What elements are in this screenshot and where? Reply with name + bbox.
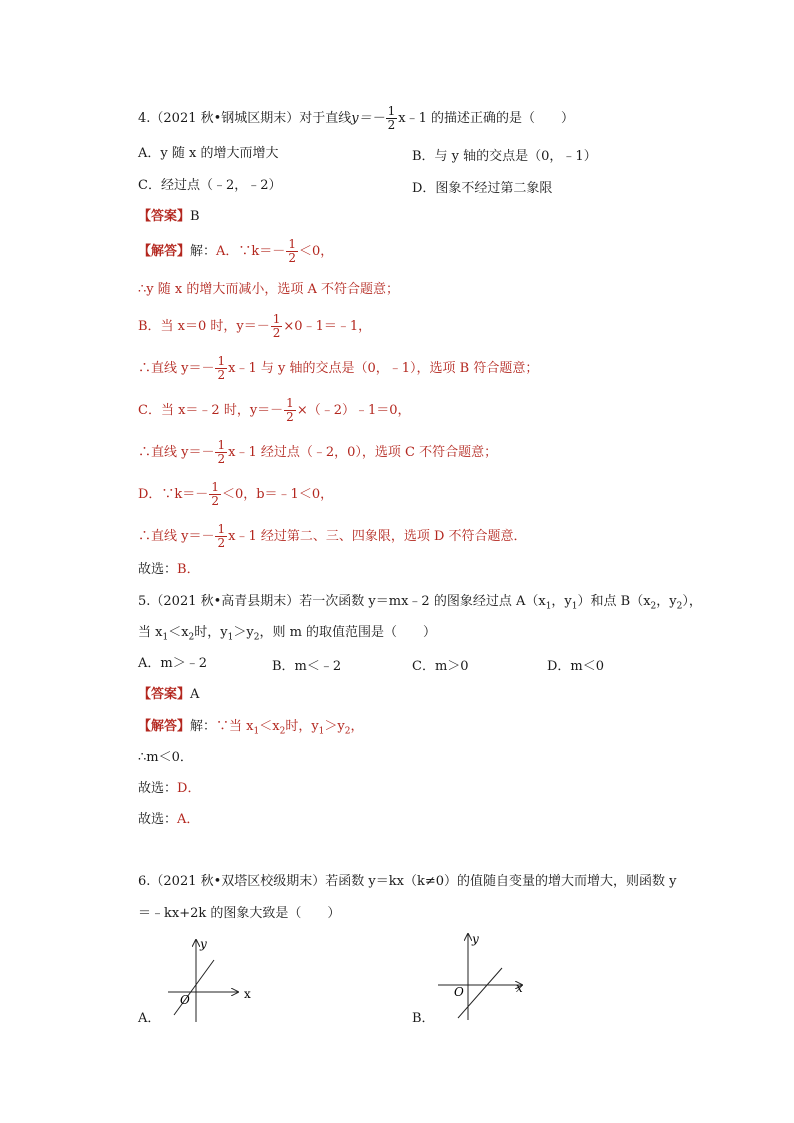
q5-option-c: C．m＞0 [412,659,469,674]
frac-den: 2 [288,251,296,265]
subscript: 2 [253,632,260,643]
explain-text: ＜0， [298,244,334,259]
explain-text: ∵当 x [216,719,254,734]
q4-stem-rest: x﹣1 的描述正确的是（ ） [398,111,575,126]
subscript: 2 [676,601,683,612]
q4-option-a: A．y 随 x 的增大而增大 [138,146,279,161]
q5-choose-1 [138,780,200,798]
graph-b-line [458,968,502,1018]
q4-option-c: C．经过点（﹣2，﹣2） [138,178,282,193]
explain-text: ∴直线 y＝－ [138,445,215,460]
q4-stem-fraction [386,105,398,132]
q5-choose-2 [138,811,199,829]
frac-den: 2 [217,368,226,382]
fraction [209,481,221,508]
explain-text: B．当 x＝0 时，y＝－ [138,319,270,334]
q6-option-b: B． [412,1011,435,1026]
answer-value: A [190,687,200,702]
q5-explain-line1 [138,718,364,741]
stem-text: ）， [682,594,702,609]
subscript: 1 [162,632,169,643]
subscript: 1 [571,601,578,612]
graph-b-y-label: y [472,932,479,946]
stem-text: ，则 m 的取值范围是（ ） [259,625,437,640]
stem-text: ，y [551,594,572,609]
graph-a-x-label: x [244,987,251,1001]
frac-den: 2 [217,536,226,550]
frac-den: 2 [286,410,294,424]
q4-stem-text: 4.（2021 秋•钢城区期末）对于直线 [138,111,352,126]
frac-num: 1 [211,480,219,494]
q5-option-a: A．m＞﹣2 [138,656,207,671]
choose-value: A． [177,812,200,827]
frac-den: 2 [211,494,219,508]
explain-text: ∴直线 y＝－ [138,361,215,376]
q4-option-b: B．与 y 轴的交点是（0，﹣1） [412,149,597,164]
graph-b-x-label: x [516,981,523,995]
q6-option-a: A． [138,1011,161,1026]
explain-tag: 【解答】 [138,244,191,259]
fraction [271,313,283,340]
q5-option-b: B．m＜﹣2 [272,659,342,674]
fraction [284,397,296,424]
fraction [215,439,227,466]
stem-text: 时，y [194,625,228,640]
subscript: 2 [344,726,351,737]
frac-num: 1 [217,354,226,368]
explain-text: ×（﹣2）﹣1＝0， [296,403,411,418]
fraction [286,238,298,265]
explain-text: ∴直线 y＝－ [138,529,215,544]
q5-stem-line2 [138,624,436,647]
stem-text: 当 x [138,625,163,640]
choose-label: 故选： [138,812,178,827]
stem-text: ＞y [233,625,254,640]
explain-text: C．当 x＝﹣2 时，y＝－ [138,403,284,418]
q4-explain-line2: ∴y 随 x 的增大而减小，选项 A 不符合题意； [138,282,399,297]
subscript: 2 [650,601,657,612]
q4-explain-line8 [138,523,527,550]
explain-text: x﹣1 经过点（﹣2，0），选项 C 不符合题意； [228,445,498,460]
explain-text: D．∵k＝－ [138,487,209,502]
explain-text: A．∵k＝－ [216,244,286,259]
subscript: 1 [227,632,234,643]
subscript: 1 [545,601,552,612]
explain-text: 时，y [285,719,319,734]
q4-choose [138,561,200,579]
q5-explain-line2: ∴m＜0． [138,750,193,765]
choose-label: 故选： [138,562,178,577]
q4-option-d: D．图象不经过第二象限 [412,181,553,196]
choose-value: D． [177,781,201,796]
stem-text: 5.（2021 秋•高青县期末）若一次函数 y＝mx﹣2 的图象经过点 A（x [138,594,546,609]
choose-label: 故选： [138,781,178,796]
frac-den: 2 [387,118,396,132]
answer-tag: 【答案】 [138,209,191,224]
graph-a-origin: O [180,993,190,1007]
stem-text: ，y [656,594,677,609]
q4-explain-line1 [138,238,333,265]
frac-den: 2 [217,452,226,466]
subscript: 2 [279,726,286,737]
q6-stem-line1: 6.（2021 秋•双塔区校级期末）若函数 y＝kx（k≠0）的值随自变量的增大而增大，则函数 y [138,874,677,889]
graph-a-y-label: y [200,937,207,951]
subscript: 2 [188,632,195,643]
answer-tag: 【答案】 [138,687,191,702]
frac-num: 1 [286,396,294,410]
explain-text: ＞y [324,719,345,734]
explain-text: x﹣1 经过第二、三、四象限，选项 D 不符合题意． [228,529,527,544]
subscript: 1 [318,726,325,737]
explain-tag: 【解答】 [138,719,191,734]
choose-value: B． [177,562,200,577]
q5-stem-line1 [138,593,702,616]
answer-value: B [190,209,200,224]
q6-graph-a [160,930,270,1025]
q6-stem-line2: ＝﹣kx+2k 的图象大致是（ ） [138,906,341,921]
q4-answer [138,208,200,226]
q5-option-d: D．m＜0 [547,659,605,674]
explain-text: ×0﹣1＝﹣1， [283,319,372,334]
explain-lead: 解： [190,244,217,259]
q4-explain-line7 [138,481,333,508]
subscript: 1 [253,726,260,737]
q6-graph-b [430,930,540,1025]
frac-num: 1 [387,104,396,118]
explain-lead: 解： [190,719,217,734]
q5-answer [138,686,199,704]
explain-text: ＜0，b＝﹣1＜0， [221,487,334,502]
frac-num: 1 [217,438,226,452]
frac-num: 1 [217,522,226,536]
q4-explain-line4 [138,355,538,382]
frac-den: 2 [272,326,281,340]
fraction [215,355,227,382]
q4-stem [138,105,574,132]
explain-text: ＜x [259,719,280,734]
q4-explain-line6 [138,439,497,466]
frac-num: 1 [272,312,281,326]
stem-text: ）和点 B（x [577,594,651,609]
explain-text: ， [350,719,364,734]
fraction [215,523,227,550]
stem-text: ＜x [168,625,189,640]
q4-explain-line3 [138,313,371,340]
graph-b-origin: O [454,985,464,999]
q4-stem-eq: y＝－ [351,111,385,126]
frac-num: 1 [288,237,296,251]
explain-text: x﹣1 与 y 轴的交点是（0，﹣1），选项 B 符合题意； [228,361,539,376]
q4-explain-line5 [138,397,411,424]
